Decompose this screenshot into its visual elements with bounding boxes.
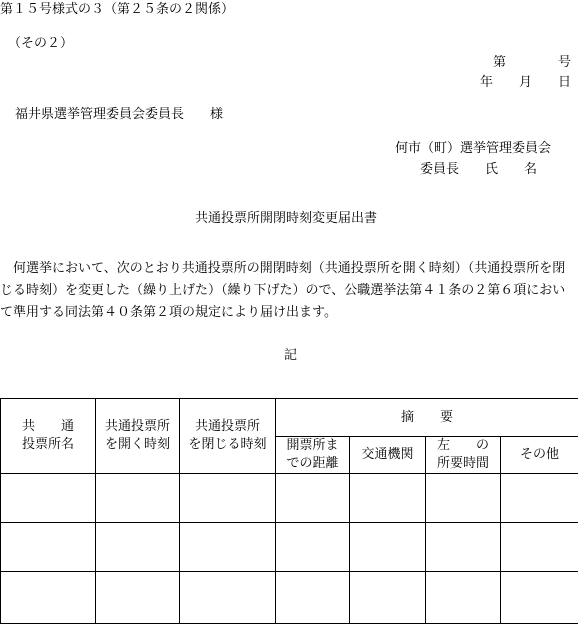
col-polling-place-name: 共 通 投票所名 xyxy=(1,399,96,474)
table-cell xyxy=(426,474,501,523)
record-table xyxy=(0,398,578,624)
table-cell xyxy=(96,474,180,523)
table-cell xyxy=(276,572,350,624)
table-body xyxy=(1,474,578,624)
col-travel-time: 左 の 所要時間 xyxy=(426,437,501,474)
col-closing-time: 共通投票所 を閉じる時刻 xyxy=(180,399,276,474)
table-cell xyxy=(1,523,96,572)
table-cell xyxy=(350,572,426,624)
table-cell xyxy=(350,523,426,572)
number-label: 第 号 xyxy=(493,56,571,69)
document-title: 共通投票所開閉時刻変更届出書 xyxy=(195,212,377,225)
col-other: その他 xyxy=(501,437,578,474)
date-label: 年 月 日 xyxy=(480,76,571,89)
sender-name: 委員長 氏 名 xyxy=(420,163,537,176)
sender-office: 何市（町）選挙管理委員会 xyxy=(395,142,551,155)
table-row xyxy=(1,572,578,624)
table-cell xyxy=(96,572,180,624)
table-cell xyxy=(180,572,276,624)
form-variant: （その２） xyxy=(8,37,73,50)
table-cell xyxy=(426,572,501,624)
table-cell xyxy=(501,474,578,523)
col-transport: 交通機関 xyxy=(350,437,426,474)
table-cell xyxy=(180,523,276,572)
table-cell xyxy=(1,474,96,523)
form-number: 第１５号様式の３（第２５条の２関係） xyxy=(0,3,234,16)
table-cell xyxy=(350,474,426,523)
table-cell xyxy=(276,523,350,572)
col-opening-time: 共通投票所 を開く時刻 xyxy=(96,399,180,474)
addressee: 福井県選挙管理委員会委員長 様 xyxy=(15,108,223,121)
table-row xyxy=(1,474,578,523)
table-row xyxy=(1,523,578,572)
col-distance: 開票所ま での距離 xyxy=(276,437,350,474)
table-cell xyxy=(426,523,501,572)
ki-label: 記 xyxy=(284,349,297,362)
table-cell xyxy=(180,474,276,523)
col-summary: 摘 要 xyxy=(276,399,578,437)
table-cell xyxy=(1,572,96,624)
table-cell xyxy=(276,474,350,523)
table-cell xyxy=(96,523,180,572)
table-cell xyxy=(501,572,578,624)
table-cell xyxy=(501,523,578,572)
body-text: 何選挙において、次のとおり共通投票所の開閉時刻（共通投票所を開く時刻）（共通投票所を閉じる時刻）を変更した（繰り上げた）（繰り下げた）ので、公職選挙法第４１条の２第６項において準用する同法第４０条第２項の規定により届け出ます。 xyxy=(0,258,578,324)
